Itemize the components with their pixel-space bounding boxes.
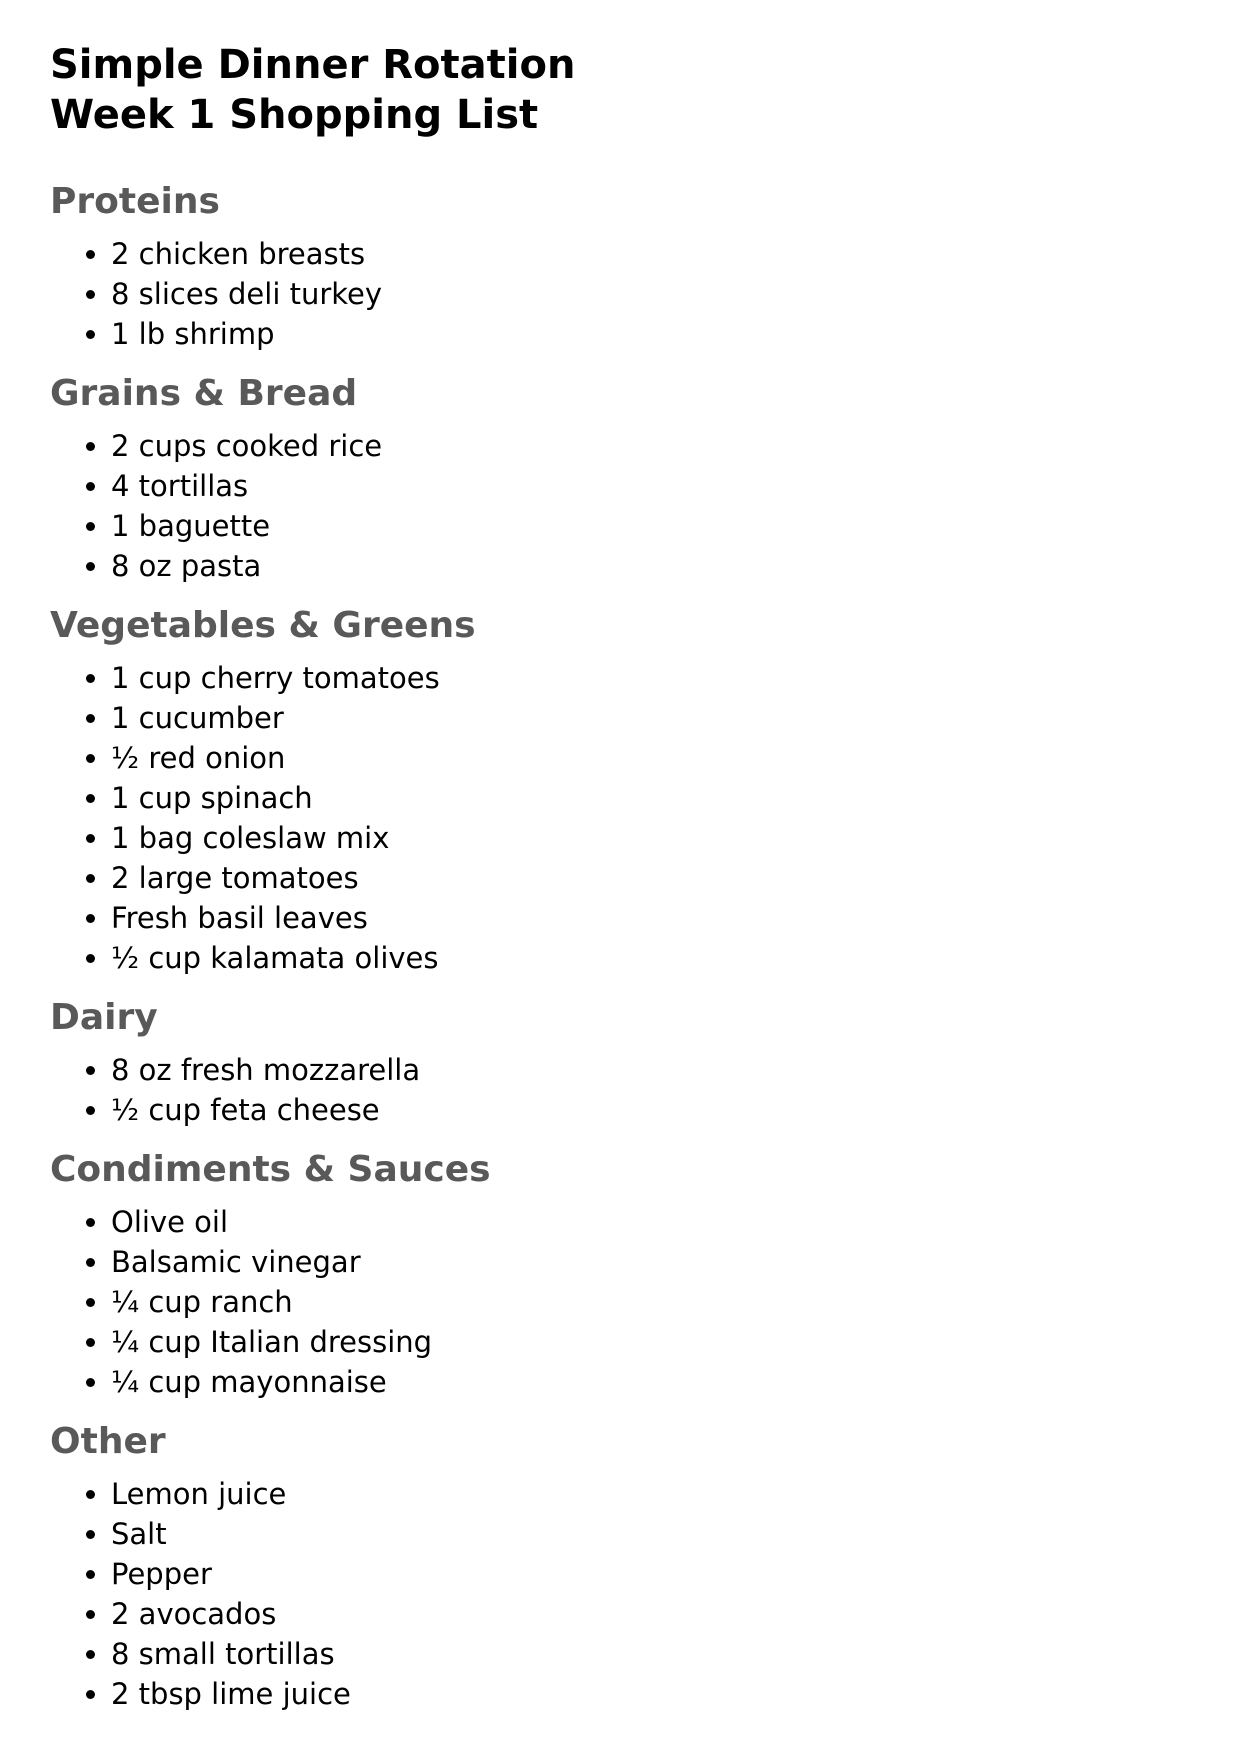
list-item: • Balsamic vinegar xyxy=(111,1242,1200,1282)
section-heading: Proteins xyxy=(50,181,220,222)
list-item: • 1 lb shrimp xyxy=(111,314,1200,354)
page-title xyxy=(50,40,1200,140)
list-item: • 2 large tomatoes xyxy=(111,858,1200,898)
list-item: • 8 oz pasta xyxy=(111,546,1200,586)
list-item: • ½ cup feta cheese xyxy=(111,1090,1200,1130)
list-item: • Lemon juice xyxy=(111,1474,1200,1514)
list-item: • ¼ cup mayonnaise xyxy=(111,1362,1200,1402)
section-item-list xyxy=(50,1050,1200,1130)
section-item-list xyxy=(50,426,1200,586)
section-item-list xyxy=(50,1474,1200,1714)
section-heading: Vegetables & Greens xyxy=(50,605,476,646)
shopping-list-document xyxy=(50,40,1200,1714)
sections-container xyxy=(50,180,1200,1714)
section-heading: Grains & Bread xyxy=(50,373,358,414)
list-item: • 4 tortillas xyxy=(111,466,1200,506)
list-item: • 1 baguette xyxy=(111,506,1200,546)
section-heading: Other xyxy=(50,1421,166,1462)
list-item: • 8 slices deli turkey xyxy=(111,274,1200,314)
list-item: • 2 avocados xyxy=(111,1594,1200,1634)
list-item: • Olive oil xyxy=(111,1202,1200,1242)
list-item: • 1 bag coleslaw mix xyxy=(111,818,1200,858)
list-item: • Pepper xyxy=(111,1554,1200,1594)
section-item-list xyxy=(50,234,1200,354)
page-title-line-2: Week 1 Shopping List xyxy=(50,92,539,138)
list-item: • Fresh basil leaves xyxy=(111,898,1200,938)
list-item: • ½ cup kalamata olives xyxy=(111,938,1200,978)
list-item: • 1 cup cherry tomatoes xyxy=(111,658,1200,698)
list-item: • ¼ cup ranch xyxy=(111,1282,1200,1322)
list-item: • 2 chicken breasts xyxy=(111,234,1200,274)
section-heading: Dairy xyxy=(50,997,158,1038)
list-item: • 8 small tortillas xyxy=(111,1634,1200,1674)
section-item-list xyxy=(50,1202,1200,1402)
page-title-line-1: Simple Dinner Rotation xyxy=(50,42,576,88)
list-item: • Salt xyxy=(111,1514,1200,1554)
list-item: • 8 oz fresh mozzarella xyxy=(111,1050,1200,1090)
list-item: • 1 cup spinach xyxy=(111,778,1200,818)
list-item: • ¼ cup Italian dressing xyxy=(111,1322,1200,1362)
list-item: • 1 cucumber xyxy=(111,698,1200,738)
list-item: • 2 cups cooked rice xyxy=(111,426,1200,466)
section-item-list xyxy=(50,658,1200,978)
list-item: • ½ red onion xyxy=(111,738,1200,778)
list-item: • 2 tbsp lime juice xyxy=(111,1674,1200,1714)
section-heading: Condiments & Sauces xyxy=(50,1149,491,1190)
